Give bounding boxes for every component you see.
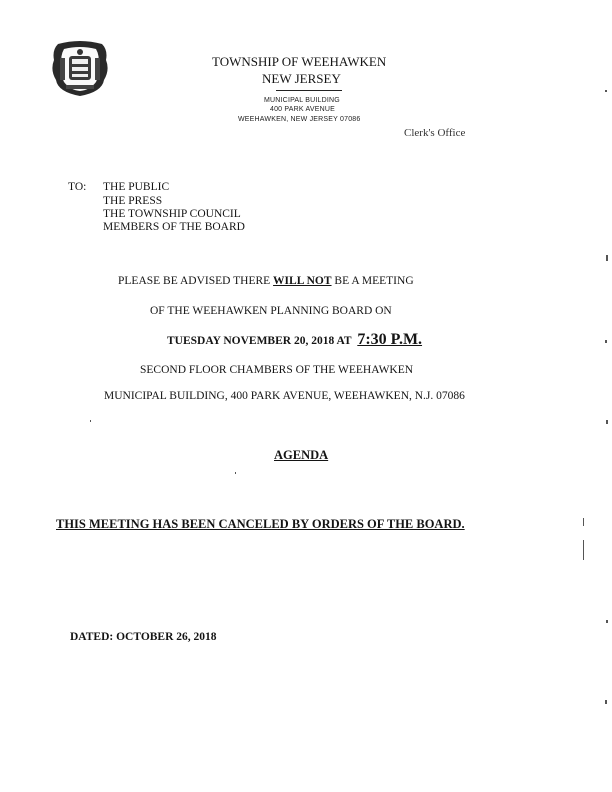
- scan-speck: [583, 540, 584, 560]
- notice-line-4: SECOND FLOOR CHAMBERS OF THE WEEHAWKEN: [140, 364, 414, 376]
- agenda-heading: AGENDA: [274, 448, 329, 462]
- scan-speck: [606, 420, 608, 424]
- scan-speck: [606, 255, 608, 261]
- notice-line-1-post: BE A MEETING: [331, 275, 414, 287]
- dated-line: DATED: OCTOBER 26, 2018: [70, 631, 217, 643]
- meeting-time: 7:30 P.M.: [357, 331, 423, 348]
- cancel-notice: THIS MEETING HAS BEEN CANCELED BY ORDERS OF THE BOARD.: [56, 517, 465, 531]
- scan-speck: [605, 340, 607, 343]
- recipient-item: MEMBERS OF THE BOARD: [103, 221, 245, 233]
- notice-line-1: [118, 275, 414, 287]
- scan-speck: [90, 420, 91, 422]
- letterhead-street: 400 PARK AVENUE: [270, 106, 335, 113]
- to-label: TO:: [68, 181, 87, 193]
- meeting-date: TUESDAY NOVEMBER 20, 2018 AT: [167, 335, 352, 347]
- recipient-item: THE TOWNSHIP COUNCIL: [103, 208, 241, 220]
- letterhead-building: MUNICIPAL BUILDING: [264, 97, 340, 104]
- notice-line-2: OF THE WEEHAWKEN PLANNING BOARD ON: [150, 305, 392, 317]
- scan-speck: [605, 700, 607, 704]
- letterhead-divider: [276, 90, 342, 91]
- recipient-item: THE PUBLIC: [103, 181, 170, 193]
- scan-speck: [605, 90, 607, 92]
- scan-speck: [583, 518, 584, 526]
- notice-line-5: MUNICIPAL BUILDING, 400 PARK AVENUE, WEEHAWKEN, N.J. 07086: [104, 390, 465, 402]
- letterhead-township: TOWNSHIP OF WEEHAWKEN: [212, 54, 387, 69]
- scan-speck: [606, 620, 608, 623]
- letterhead-office: Clerk's Office: [404, 127, 466, 139]
- letterhead-state: NEW JERSEY: [262, 71, 341, 86]
- letterhead-city: WEEHAWKEN, NEW JERSEY 07086: [238, 116, 361, 123]
- notice-line-3: [167, 331, 422, 349]
- township-seal-icon: [52, 40, 108, 98]
- notice-line-1-pre: PLEASE BE ADVISED THERE: [118, 275, 274, 287]
- scan-speck: [235, 472, 236, 474]
- recipient-item: THE PRESS: [103, 195, 163, 207]
- notice-emphasis: WILL NOT: [273, 275, 332, 287]
